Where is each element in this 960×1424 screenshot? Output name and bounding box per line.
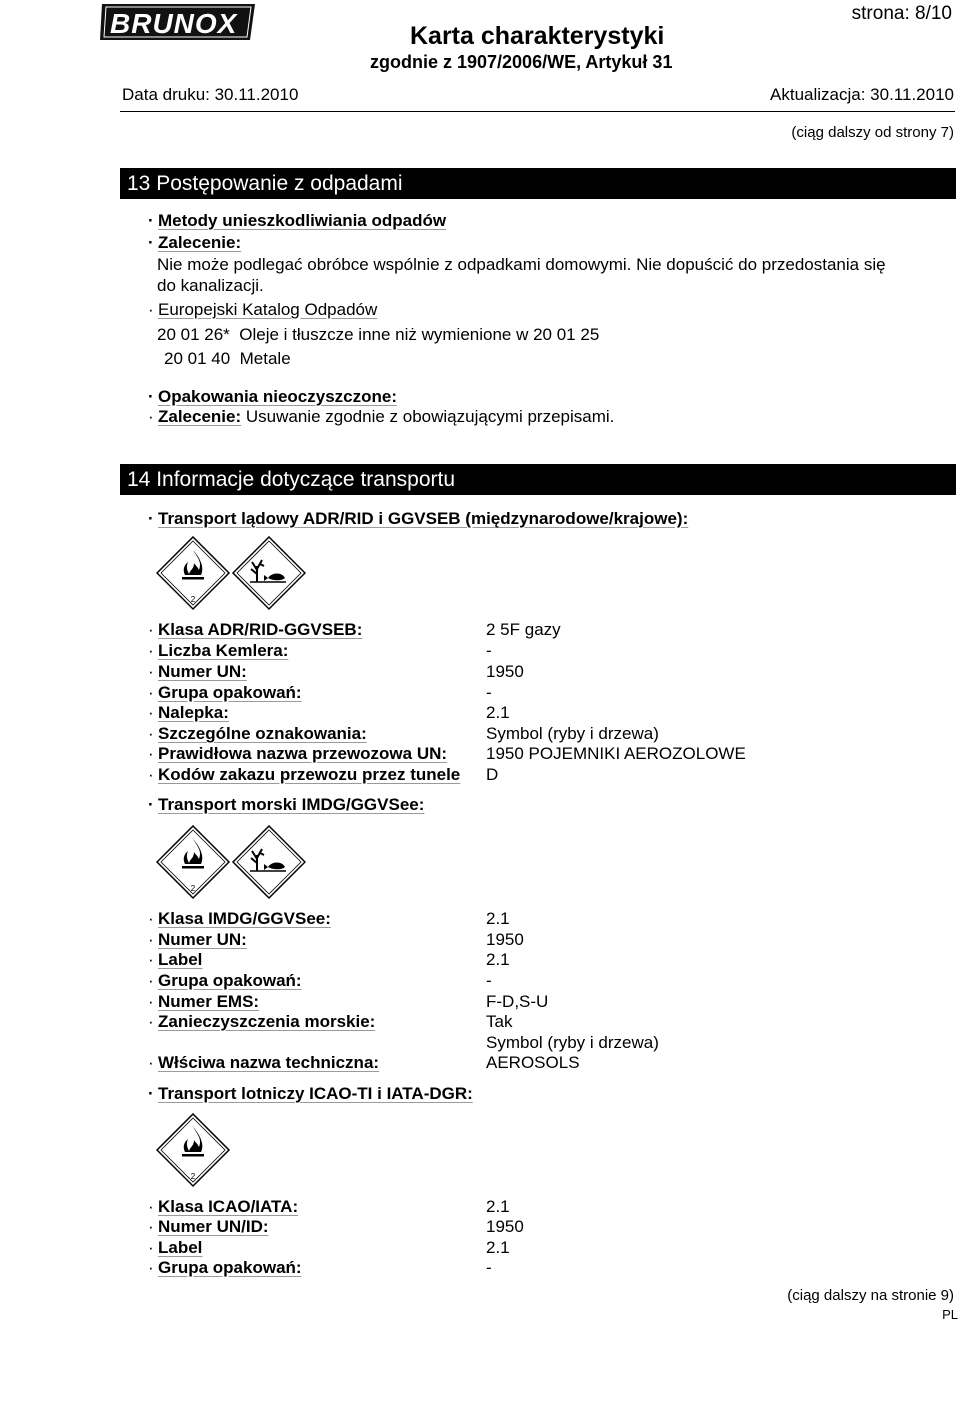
svg-text:2: 2 [190,595,196,604]
bullet: · [148,662,154,681]
sea-row-value: Symbol (ryby i drzewa) [486,1033,659,1052]
air-row [148,1258,302,1278]
land-row-label: Nalepka: [158,703,229,722]
sea-row-label: Numer EMS: [158,992,260,1011]
sea-row-label: Klasa IMDG/GGVSee: [158,909,331,928]
land-row-label: Liczba Kemlera: [158,641,289,660]
bullet: · [148,1217,154,1236]
land-row [148,620,362,640]
land-row [148,765,460,785]
recommendation-text-1: Nie może podlegać obróbce wspólnie z odpadkami domowymi. Nie dopuścić do przedostania się [157,255,886,274]
sea-row-value: Tak [486,1012,513,1031]
sea-row-label: Grupa opakowań: [158,971,302,990]
sea-row-label: Numer UN: [158,930,247,949]
air-row-value: 2.1 [486,1197,510,1216]
land-row-label: Szczególne oznakowania: [158,724,367,743]
bullet: · [148,909,154,928]
land-row-label: Klasa ADR/RID-GGVSEB: [158,620,363,639]
land-transport-heading: · Transport lądowy ADR/RID i GGVSEB (międzynarodowe/krajowe): [148,509,689,528]
bullet: · [148,930,154,949]
sea-row [148,909,331,929]
brunox-logo [100,2,257,42]
page-number: strona: 8/10 [851,3,952,24]
catalog-row [157,325,599,345]
bullet: · [148,1053,154,1072]
update-date: Aktualizacja: 30.11.2010 [770,85,954,104]
sea-row-label: Włściwa nazwa techniczna: [158,1053,380,1072]
bullet: · [148,211,154,230]
bullet: · [148,765,154,784]
bullet: · [148,1084,154,1103]
land-row-label: Grupa opakowań: [158,683,302,702]
air-transport-heading: · Transport lotniczy ICAO-TI i IATA-DGR: [148,1084,473,1103]
pictogram-group-land [156,536,306,612]
waste-methods-heading: · Metody unieszkodliwiania odpadów [148,211,447,230]
bullet: · [148,992,154,1011]
sea-row-value: 2.1 [486,950,510,969]
sea-row-label: Label [158,950,203,969]
air-row [148,1238,202,1258]
catalog-code: 20 01 40 [164,349,231,368]
pictogram-group-sea [156,825,306,901]
bullet: · [148,703,154,722]
bullet: · [148,1197,154,1216]
air-row-value: 2.1 [486,1238,510,1257]
bullet: · [148,509,154,528]
svg-text:BRUNOX: BRUNOX [110,8,238,39]
section-14-title: 14 Informacje dotyczące transportu [120,464,956,495]
continued-to: (ciąg dalszy na stronie 9) [787,1287,954,1304]
bullet: · [148,641,154,660]
svg-text:2: 2 [190,1172,196,1181]
land-row-value: 1950 POJEMNIKI AEROZOLOWE [486,744,746,763]
bullet: · [148,950,154,969]
land-row-value: D [486,765,499,784]
land-row-value: 2 5F gazy [486,620,561,639]
bullet: · [148,620,154,639]
print-date: Data druku: 30.11.2010 [122,85,299,104]
air-row [148,1217,269,1237]
svg-text:2: 2 [190,884,196,893]
sea-row [148,950,202,970]
sea-row [148,1012,375,1032]
packaging-recommendation: · Zalecenie: Usuwanie zgodnie z obowiązującymi przepisami. [148,407,615,426]
sea-transport-heading: · Transport morski IMDG/GGVSee: [148,795,425,814]
land-row-value: Symbol (ryby i drzewa) [486,724,659,743]
sea-row [148,1053,379,1073]
sea-row-value: AEROSOLS [486,1053,580,1072]
air-row-value: 1950 [486,1217,524,1236]
land-row [148,703,229,723]
land-row-value: 2.1 [486,703,510,722]
environment-hazard-icon [233,537,305,609]
air-row-label: Grupa opakowań: [158,1258,302,1277]
header-divider [120,111,955,112]
sea-row-value: F-D,S-U [486,992,549,1011]
air-row-value: - [486,1258,492,1277]
air-row-label: Numer UN/ID: [158,1217,269,1236]
land-row [148,662,247,682]
uncleaned-packaging-heading: · Opakowania nieoczyszczone: [148,387,398,406]
sea-row [148,930,247,950]
bullet: · [148,724,154,743]
bullet: · [148,744,154,763]
recommendation-label: · Zalecenie: [148,233,242,252]
land-row-value: 1950 [486,662,524,681]
sea-row-value: 2.1 [486,909,510,928]
language-code: PL [942,1307,958,1322]
bullet: · [148,1012,154,1031]
section-13-title: 13 Postępowanie z odpadami [120,168,956,199]
catalog-row [164,349,291,369]
sea-row-value: - [486,971,492,990]
catalog-desc: Metale [239,349,291,368]
continued-from: (ciąg dalszy od strony 7) [791,124,954,141]
bullet: · [148,1258,154,1277]
sea-row [148,971,302,991]
land-row [148,641,288,661]
land-row [148,724,367,744]
catalog-code: 20 01 26* [157,325,230,344]
environment-hazard-icon [233,826,305,898]
waste-catalog-heading: · Europejski Katalog Odpadów [148,300,378,319]
flammable-icon [157,1114,229,1186]
sea-row-value: 1950 [486,930,524,949]
land-row-label: Prawidłowa nazwa przewozowa UN: [158,744,448,763]
bullet: · [148,683,154,702]
land-row-value: - [486,641,492,660]
flammable-icon [157,826,229,898]
document-subtitle: zgodnie z 1907/2006/WE, Artykuł 31 [370,52,673,72]
bullet: · [148,300,154,319]
document-title: Karta charakterystyki [410,22,665,50]
bullet: · [148,407,154,426]
sea-row [148,992,259,1012]
land-row [148,744,447,764]
land-row [148,683,302,703]
air-row [148,1197,298,1217]
air-row-label: Label [158,1238,203,1257]
recommendation-text-2: do kanalizacji. [157,276,264,295]
bullet: · [148,795,154,814]
land-row-label: Numer UN: [158,662,247,681]
land-row-value: - [486,683,492,702]
bullet: · [148,233,154,252]
pictogram-group-air [156,1113,232,1189]
flammable-icon [157,537,229,609]
bullet: · [148,971,154,990]
sea-row-label: Zanieczyszczenia morskie: [158,1012,376,1031]
land-row-label: Kodów zakazu przewozu przez tunele [158,765,461,784]
air-row-label: Klasa ICAO/IATA: [158,1197,299,1216]
bullet: · [148,387,154,406]
catalog-desc: Oleje i tłuszcze inne niż wymienione w 20 01 25 [239,325,600,344]
bullet: · [148,1238,154,1257]
